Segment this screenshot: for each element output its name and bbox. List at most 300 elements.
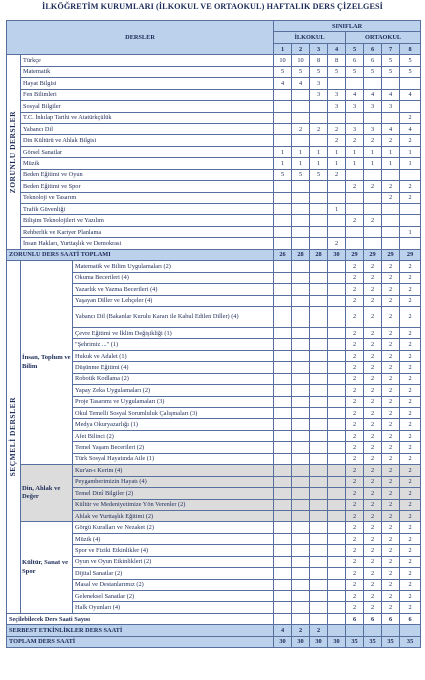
hours-cell: 4 bbox=[364, 89, 382, 100]
hours-cell: 2 bbox=[400, 510, 421, 521]
hours-cell: 2 bbox=[346, 579, 364, 590]
hours-cell bbox=[274, 533, 292, 544]
hours-cell bbox=[310, 419, 328, 430]
hours-cell: 4 bbox=[400, 89, 421, 100]
hours-cell bbox=[310, 453, 328, 464]
hours-cell bbox=[292, 306, 310, 327]
elective-course-name: Yabancı Dil (Bakanlar Kurulu Kararı ile Kabul Edilen Diller) (4) bbox=[73, 306, 274, 327]
hours-cell: 2 bbox=[346, 476, 364, 487]
hours-cell bbox=[400, 169, 421, 180]
hours-cell bbox=[274, 89, 292, 100]
hours-cell: 2 bbox=[382, 295, 400, 306]
hours-cell bbox=[364, 238, 382, 249]
hours-cell: 2 bbox=[364, 306, 382, 327]
hours-cell bbox=[274, 545, 292, 556]
elective-course-name: Okuma Becerileri (4) bbox=[73, 272, 274, 283]
hours-cell: 5 bbox=[310, 66, 328, 77]
hours-cell bbox=[274, 373, 292, 384]
hours-cell: 1 bbox=[346, 158, 364, 169]
hours-cell bbox=[400, 101, 421, 112]
hours-cell bbox=[292, 465, 310, 476]
hours-cell: 2 bbox=[346, 327, 364, 338]
elective-row bbox=[7, 465, 421, 476]
hours-cell bbox=[328, 261, 346, 272]
hours-cell: 2 bbox=[364, 181, 382, 192]
total-cell: 35 bbox=[400, 636, 421, 647]
hours-cell: 2 bbox=[346, 284, 364, 295]
hours-cell bbox=[292, 476, 310, 487]
hours-cell: 2 bbox=[364, 339, 382, 350]
grade-5: 5 bbox=[346, 43, 364, 54]
grade-1: 1 bbox=[274, 43, 292, 54]
hours-cell bbox=[382, 112, 400, 123]
hours-cell bbox=[310, 192, 328, 203]
elective-row bbox=[7, 261, 421, 272]
hours-cell: 2 bbox=[346, 135, 364, 146]
hours-cell: 2 bbox=[400, 327, 421, 338]
hours-cell: 1 bbox=[292, 158, 310, 169]
compulsory-row bbox=[7, 89, 421, 100]
hours-cell: 2 bbox=[364, 419, 382, 430]
elective-course-name: Görgü Kuralları ve Nezaket (2) bbox=[73, 522, 274, 533]
hours-cell bbox=[274, 101, 292, 112]
hours-cell: 2 bbox=[346, 465, 364, 476]
hours-cell: 2 bbox=[382, 181, 400, 192]
elective-hours-row bbox=[7, 613, 421, 624]
hours-cell bbox=[400, 215, 421, 226]
hours-cell: 2 bbox=[382, 339, 400, 350]
hours-cell: 4 bbox=[274, 78, 292, 89]
hours-cell bbox=[310, 327, 328, 338]
hours-cell: 4 bbox=[292, 78, 310, 89]
header-middle: ORTAOKUL bbox=[346, 32, 421, 43]
hours-cell bbox=[292, 350, 310, 361]
hours-cell: 2 bbox=[346, 350, 364, 361]
hours-cell: 6 bbox=[382, 613, 400, 624]
hours-cell: 2 bbox=[346, 396, 364, 407]
total-cell: 30 bbox=[328, 249, 346, 260]
compulsory-row bbox=[7, 112, 421, 123]
elective-course-name: Yapay Zeka Uygulamaları (2) bbox=[73, 385, 274, 396]
grade-7: 7 bbox=[382, 43, 400, 54]
course-name: Yabancı Dil bbox=[21, 123, 274, 134]
hours-cell: 1 bbox=[328, 146, 346, 157]
course-name: İnsan Hakları, Yurttaşlık ve Demokrasi bbox=[21, 238, 274, 249]
grand-total-row bbox=[7, 636, 421, 647]
elective-group-label: Kültür, Sanat ve Spor bbox=[21, 522, 73, 614]
header-row-1 bbox=[7, 21, 421, 32]
hours-cell bbox=[274, 613, 292, 624]
hours-cell: 2 bbox=[364, 591, 382, 602]
hours-cell: 2 bbox=[346, 591, 364, 602]
hours-cell: 1 bbox=[274, 158, 292, 169]
elective-group-label: İnsan, Toplum ve Bilim bbox=[21, 261, 73, 465]
hours-cell bbox=[328, 476, 346, 487]
hours-cell: 2 bbox=[346, 510, 364, 521]
hours-cell bbox=[274, 488, 292, 499]
hours-cell: 2 bbox=[364, 385, 382, 396]
compulsory-row bbox=[7, 123, 421, 134]
hours-cell bbox=[310, 430, 328, 441]
hours-cell bbox=[364, 78, 382, 89]
total-cell: 29 bbox=[364, 249, 382, 260]
hours-cell bbox=[310, 510, 328, 521]
hours-cell bbox=[292, 272, 310, 283]
hours-cell bbox=[310, 556, 328, 567]
hours-cell bbox=[400, 625, 421, 636]
course-name: Bilişim Teknolojileri ve Yazılım bbox=[21, 215, 274, 226]
hours-cell bbox=[274, 419, 292, 430]
compulsory-total-row bbox=[7, 249, 421, 260]
hours-cell bbox=[310, 488, 328, 499]
hours-cell bbox=[328, 453, 346, 464]
hours-cell: 2 bbox=[382, 373, 400, 384]
hours-cell bbox=[328, 306, 346, 327]
hours-cell: 2 bbox=[400, 453, 421, 464]
hours-cell: 3 bbox=[310, 89, 328, 100]
hours-cell bbox=[274, 226, 292, 237]
hours-cell bbox=[364, 112, 382, 123]
elective-course-name: Oyun ve Oyun Etkinlikleri (2) bbox=[73, 556, 274, 567]
hours-cell bbox=[292, 89, 310, 100]
header-courses: DERSLER bbox=[7, 21, 274, 55]
hours-cell: 2 bbox=[400, 261, 421, 272]
hours-cell bbox=[310, 602, 328, 613]
hours-cell: 2 bbox=[382, 419, 400, 430]
hours-cell: 1 bbox=[364, 146, 382, 157]
hours-cell bbox=[328, 499, 346, 510]
hours-cell bbox=[328, 181, 346, 192]
hours-cell bbox=[274, 306, 292, 327]
elective-course-name: Düşünme Eğitimi (4) bbox=[73, 362, 274, 373]
total-cell: 28 bbox=[292, 249, 310, 260]
elective-course-name: Çevre Eğitimi ve İklim Değişikliği (1) bbox=[73, 327, 274, 338]
hours-cell: 2 bbox=[346, 261, 364, 272]
hours-cell bbox=[382, 226, 400, 237]
hours-cell: 2 bbox=[346, 362, 364, 373]
hours-cell: 2 bbox=[382, 488, 400, 499]
elective-course-name: Kültür ve Medeniyetimize Yön Verenler (2) bbox=[73, 499, 274, 510]
hours-cell bbox=[292, 545, 310, 556]
hours-cell bbox=[274, 385, 292, 396]
compulsory-row bbox=[7, 135, 421, 146]
hours-cell bbox=[274, 602, 292, 613]
hours-cell: 5 bbox=[292, 66, 310, 77]
free-activities-row bbox=[7, 625, 421, 636]
hours-cell: 2 bbox=[382, 579, 400, 590]
hours-cell bbox=[328, 78, 346, 89]
hours-cell bbox=[382, 625, 400, 636]
elective-course-name: Proje Tasarımı ve Uygulamaları (3) bbox=[73, 396, 274, 407]
hours-cell: 2 bbox=[400, 350, 421, 361]
hours-cell bbox=[292, 135, 310, 146]
hours-cell: 2 bbox=[346, 545, 364, 556]
hours-cell bbox=[364, 192, 382, 203]
hours-cell: 2 bbox=[346, 430, 364, 441]
hours-cell bbox=[328, 419, 346, 430]
hours-cell bbox=[328, 625, 346, 636]
hours-cell: 2 bbox=[400, 533, 421, 544]
elective-course-name: Robotik Kodlama (2) bbox=[73, 373, 274, 384]
hours-cell bbox=[310, 181, 328, 192]
hours-cell bbox=[310, 476, 328, 487]
hours-cell bbox=[400, 78, 421, 89]
hours-cell: 2 bbox=[400, 362, 421, 373]
hours-cell bbox=[310, 295, 328, 306]
elective-course-name: Müzik (4) bbox=[73, 533, 274, 544]
hours-cell: 2 bbox=[382, 396, 400, 407]
hours-cell: 3 bbox=[346, 123, 364, 134]
hours-cell: 2 bbox=[400, 522, 421, 533]
hours-cell bbox=[292, 499, 310, 510]
hours-cell: 2 bbox=[382, 327, 400, 338]
hours-cell: 2 bbox=[400, 602, 421, 613]
hours-cell: 2 bbox=[364, 215, 382, 226]
hours-cell: 2 bbox=[400, 112, 421, 123]
total-cell: 29 bbox=[400, 249, 421, 260]
total-cell: 35 bbox=[346, 636, 364, 647]
total-cell: 28 bbox=[310, 249, 328, 260]
hours-cell bbox=[328, 272, 346, 283]
hours-cell bbox=[292, 327, 310, 338]
hours-cell: 2 bbox=[346, 556, 364, 567]
hours-cell: 3 bbox=[328, 101, 346, 112]
hours-cell bbox=[292, 181, 310, 192]
hours-cell bbox=[292, 408, 310, 419]
course-name: Beden Eğitimi ve Oyun bbox=[21, 169, 274, 180]
hours-cell bbox=[292, 215, 310, 226]
hours-cell: 2 bbox=[400, 408, 421, 419]
hours-cell: 2 bbox=[292, 625, 310, 636]
elective-hours-label: Seçilebilecek Ders Saati Sayısı bbox=[7, 613, 274, 624]
hours-cell bbox=[346, 238, 364, 249]
elective-course-name: Hukuk ve Adalet (1) bbox=[73, 350, 274, 361]
hours-cell bbox=[328, 350, 346, 361]
hours-cell: 2 bbox=[364, 327, 382, 338]
hours-cell bbox=[400, 238, 421, 249]
hours-cell bbox=[364, 204, 382, 215]
hours-cell bbox=[274, 362, 292, 373]
hours-cell: 2 bbox=[364, 408, 382, 419]
hours-cell: 4 bbox=[382, 123, 400, 134]
elective-course-name: Geleneksel Sanatlar (2) bbox=[73, 591, 274, 602]
hours-cell: 3 bbox=[364, 123, 382, 134]
hours-cell: 2 bbox=[364, 488, 382, 499]
hours-cell: 2 bbox=[364, 568, 382, 579]
hours-cell: 2 bbox=[400, 568, 421, 579]
hours-cell bbox=[328, 442, 346, 453]
hours-cell bbox=[274, 522, 292, 533]
hours-cell bbox=[274, 272, 292, 283]
hours-cell bbox=[310, 101, 328, 112]
hours-cell: 8 bbox=[310, 55, 328, 66]
total-cell: 26 bbox=[274, 249, 292, 260]
hours-cell bbox=[364, 169, 382, 180]
hours-cell: 2 bbox=[364, 135, 382, 146]
hours-cell: 2 bbox=[364, 350, 382, 361]
hours-cell: 2 bbox=[382, 476, 400, 487]
hours-cell: 2 bbox=[346, 442, 364, 453]
hours-cell: 2 bbox=[364, 602, 382, 613]
course-name: Hayat Bilgisi bbox=[21, 78, 274, 89]
course-name: Matematik bbox=[21, 66, 274, 77]
hours-cell: 2 bbox=[382, 465, 400, 476]
hours-cell bbox=[292, 362, 310, 373]
hours-cell bbox=[292, 295, 310, 306]
hours-cell bbox=[292, 339, 310, 350]
grade-8: 8 bbox=[400, 43, 421, 54]
course-name: Din Kültürü ve Ahlak Bilgisi bbox=[21, 135, 274, 146]
hours-cell bbox=[274, 396, 292, 407]
hours-cell: 2 bbox=[382, 568, 400, 579]
hours-cell: 2 bbox=[382, 545, 400, 556]
hours-cell bbox=[310, 112, 328, 123]
hours-cell bbox=[274, 591, 292, 602]
hours-cell bbox=[274, 261, 292, 272]
total-cell: 30 bbox=[274, 636, 292, 647]
hours-cell: 5 bbox=[328, 66, 346, 77]
hours-cell bbox=[292, 373, 310, 384]
elective-course-name: Yaşayan Diller ve Lehçeler (4) bbox=[73, 295, 274, 306]
hours-cell bbox=[328, 510, 346, 521]
course-name: Beden Eğitimi ve Spor bbox=[21, 181, 274, 192]
elective-course-name: Masal ve Destanlarımız (2) bbox=[73, 579, 274, 590]
hours-cell bbox=[310, 613, 328, 624]
elective-course-name: Spor ve Fiziki Etkinlikler (4) bbox=[73, 545, 274, 556]
weekly-schedule-table bbox=[6, 20, 421, 648]
hours-cell: 2 bbox=[310, 123, 328, 134]
hours-cell: 2 bbox=[364, 453, 382, 464]
hours-cell bbox=[310, 591, 328, 602]
hours-cell: 2 bbox=[400, 556, 421, 567]
hours-cell: 2 bbox=[364, 272, 382, 283]
hours-cell bbox=[328, 579, 346, 590]
hours-cell bbox=[310, 350, 328, 361]
hours-cell bbox=[310, 284, 328, 295]
hours-cell: 2 bbox=[382, 135, 400, 146]
hours-cell bbox=[328, 385, 346, 396]
hours-cell: 2 bbox=[382, 442, 400, 453]
header-classes: SINIFLAR bbox=[274, 21, 421, 32]
hours-cell: 3 bbox=[382, 101, 400, 112]
compulsory-label: ZORUNLU DERSLER bbox=[8, 110, 17, 194]
elective-course-name: Temel Yaşam Becerileri (2) bbox=[73, 442, 274, 453]
hours-cell: 2 bbox=[328, 238, 346, 249]
hours-cell: 2 bbox=[400, 339, 421, 350]
hours-cell bbox=[310, 339, 328, 350]
hours-cell bbox=[274, 350, 292, 361]
hours-cell bbox=[364, 625, 382, 636]
hours-cell bbox=[274, 192, 292, 203]
hours-cell: 2 bbox=[346, 272, 364, 283]
hours-cell: 1 bbox=[310, 158, 328, 169]
hours-cell: 2 bbox=[400, 284, 421, 295]
compulsory-row bbox=[7, 238, 421, 249]
hours-cell: 2 bbox=[346, 522, 364, 533]
hours-cell: 2 bbox=[400, 181, 421, 192]
hours-cell: 5 bbox=[292, 169, 310, 180]
hours-cell bbox=[274, 327, 292, 338]
hours-cell bbox=[292, 238, 310, 249]
hours-cell: 5 bbox=[382, 55, 400, 66]
course-name: Fen Bilimleri bbox=[21, 89, 274, 100]
hours-cell bbox=[310, 533, 328, 544]
hours-cell bbox=[274, 204, 292, 215]
hours-cell bbox=[328, 465, 346, 476]
hours-cell bbox=[292, 385, 310, 396]
hours-cell: 2 bbox=[346, 181, 364, 192]
hours-cell: 1 bbox=[382, 158, 400, 169]
hours-cell bbox=[382, 78, 400, 89]
hours-cell bbox=[292, 226, 310, 237]
hours-cell bbox=[292, 488, 310, 499]
compulsory-row bbox=[7, 78, 421, 89]
hours-cell: 2 bbox=[400, 295, 421, 306]
header-primary: İLKOKUL bbox=[274, 32, 346, 43]
hours-cell: 1 bbox=[274, 146, 292, 157]
hours-cell bbox=[328, 327, 346, 338]
hours-cell: 2 bbox=[346, 533, 364, 544]
hours-cell: 5 bbox=[382, 66, 400, 77]
hours-cell bbox=[310, 373, 328, 384]
hours-cell bbox=[274, 215, 292, 226]
hours-cell bbox=[274, 112, 292, 123]
hours-cell: 2 bbox=[400, 192, 421, 203]
course-name: Müzik bbox=[21, 158, 274, 169]
hours-cell bbox=[328, 396, 346, 407]
hours-cell bbox=[328, 226, 346, 237]
hours-cell: 2 bbox=[382, 284, 400, 295]
hours-cell bbox=[310, 135, 328, 146]
hours-cell bbox=[274, 499, 292, 510]
hours-cell: 2 bbox=[400, 579, 421, 590]
hours-cell bbox=[328, 408, 346, 419]
hours-cell: 4 bbox=[346, 89, 364, 100]
hours-cell: 2 bbox=[382, 522, 400, 533]
hours-cell: 5 bbox=[310, 169, 328, 180]
hours-cell: 1 bbox=[382, 146, 400, 157]
compulsory-row bbox=[7, 158, 421, 169]
hours-cell: 6 bbox=[400, 613, 421, 624]
elective-course-name: Türk Sosyal Hayatında Aile (1) bbox=[73, 453, 274, 464]
total-cell: 29 bbox=[346, 249, 364, 260]
elective-course-name: Yazarlık ve Yazma Becerileri (4) bbox=[73, 284, 274, 295]
hours-cell bbox=[274, 135, 292, 146]
hours-cell bbox=[274, 556, 292, 567]
hours-cell: 2 bbox=[400, 306, 421, 327]
hours-cell: 2 bbox=[292, 123, 310, 134]
hours-cell bbox=[310, 408, 328, 419]
hours-cell: 2 bbox=[364, 510, 382, 521]
hours-cell: 2 bbox=[400, 272, 421, 283]
elective-label-cell bbox=[7, 261, 21, 614]
compulsory-row bbox=[7, 204, 421, 215]
grand-total-label: TOPLAM DERS SAATİ bbox=[7, 636, 274, 647]
hours-cell: 1 bbox=[400, 146, 421, 157]
hours-cell: 2 bbox=[382, 306, 400, 327]
hours-cell: 2 bbox=[382, 591, 400, 602]
hours-cell: 2 bbox=[346, 602, 364, 613]
hours-cell: 5 bbox=[274, 169, 292, 180]
hours-cell bbox=[292, 533, 310, 544]
elective-row bbox=[7, 522, 421, 533]
hours-cell: 2 bbox=[382, 192, 400, 203]
hours-cell: 10 bbox=[292, 55, 310, 66]
free-activities-label: SERBEST ETKİNLİKLER DERS SAATİ bbox=[7, 625, 274, 636]
hours-cell bbox=[310, 442, 328, 453]
compulsory-row bbox=[7, 215, 421, 226]
hours-cell bbox=[310, 465, 328, 476]
